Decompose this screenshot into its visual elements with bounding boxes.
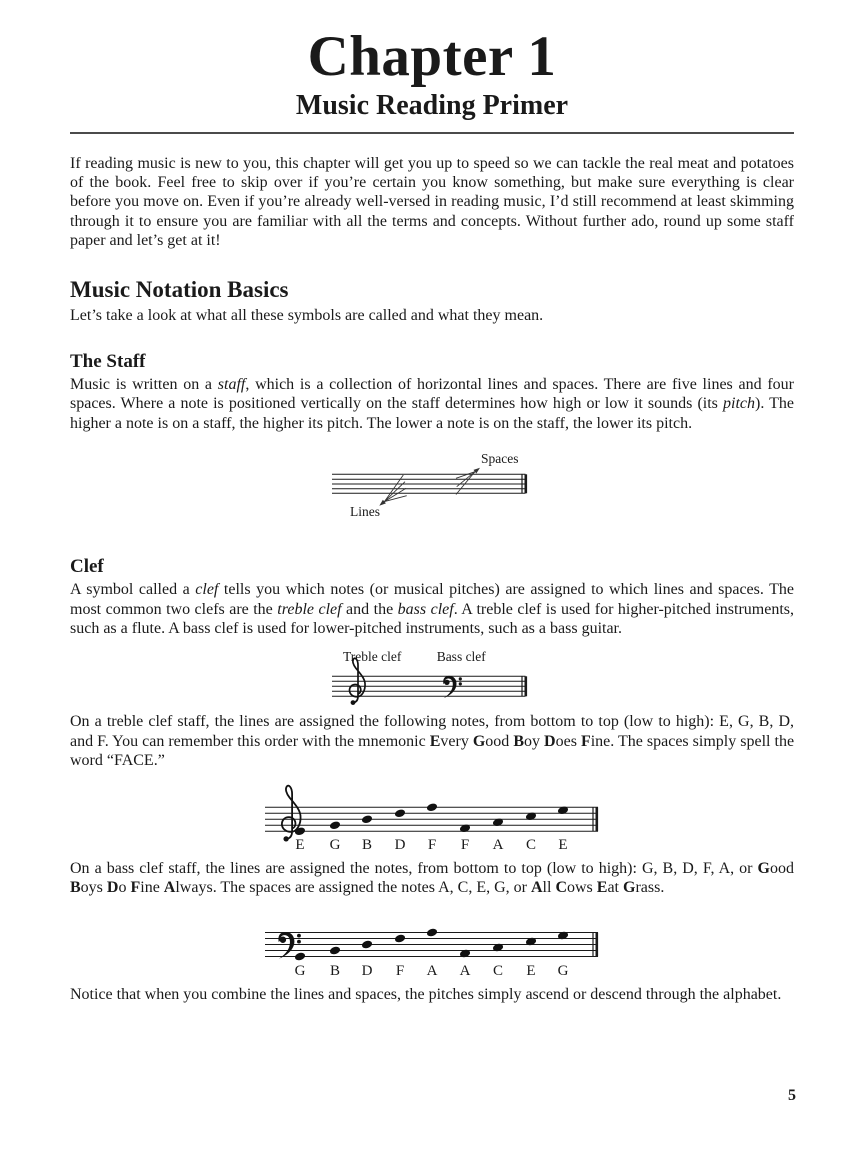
- note-head: [426, 802, 438, 812]
- chapter-subtitle: Music Reading Primer: [295, 89, 569, 121]
- intro-paragraph: If reading music is new to you, this chapter will get you up to speed so we can tackle the real meat and potatoes of the book. Feel free to skip over if you’re certain you know something, but make sure everything is clear before you move on. Even if you’re already well-versed in reading music, I’d still recommend at least skimming through it to ensure you are familiar with all the terms and concepts. Without further ado, round up some staff paper and let’s get at it!: [70, 154, 794, 250]
- closing-paragraph: Notice that when you combine the lines and spaces, the pitches simply ascend or descend through the alphabet.: [70, 986, 782, 1004]
- subsection-heading-clef: Clef: [70, 556, 104, 578]
- note-letter: C: [525, 836, 537, 853]
- staff-lines: [332, 677, 526, 697]
- subsection-heading-the-staff: The Staff: [70, 350, 146, 372]
- note-letter: A: [459, 963, 471, 980]
- note-letter: B: [361, 836, 373, 853]
- note-letter: A: [492, 836, 504, 853]
- note-letter: E: [526, 963, 536, 980]
- lines-label: Lines: [350, 504, 380, 520]
- clef-examples-svg: [282, 646, 582, 712]
- note-letter: B: [329, 963, 341, 980]
- note-head: [294, 826, 306, 836]
- note-letters: [295, 837, 567, 853]
- note-letter: D: [361, 963, 373, 980]
- note-letter: G: [557, 963, 569, 980]
- note-head: [329, 946, 341, 956]
- note-letter: C: [492, 963, 504, 980]
- spaces-arrow: [456, 468, 480, 495]
- notation-basics-lead: Let’s take a look at what all these symbols are called and what they mean.: [70, 306, 544, 324]
- section-heading-notation-basics: Music Notation Basics: [70, 276, 289, 302]
- note-head: [426, 928, 438, 938]
- clef-paragraph: A symbol called a clef tells you which notes (or musical pitches) are assigned to which lines and spaces. The most common two clefs are the treble clef and the bass clef. A treble clef is used for higher-pitched instruments, such as a flute. A bass clef is used for lower-pitched instruments, such as a bass guitar.: [70, 581, 795, 638]
- bass-clef-icon: [443, 676, 462, 698]
- note-letter: E: [558, 836, 568, 853]
- spaces-label: Spaces: [481, 451, 519, 467]
- treble-staff-notes-diagram: [262, 781, 602, 859]
- note-letter: D: [394, 836, 406, 853]
- staff-anatomy-diagram: [282, 445, 582, 530]
- chapter-title: Chapter 1: [307, 25, 557, 88]
- note-letter: E: [295, 836, 305, 853]
- bass-clef-label: Bass clef: [436, 649, 486, 665]
- clef-examples-diagram: [282, 646, 582, 712]
- note-head: [329, 820, 341, 830]
- note-head: [361, 940, 373, 950]
- bass-staff-notes-svg: [262, 907, 602, 985]
- note-head: [361, 814, 373, 824]
- note-letters: [295, 963, 569, 979]
- note-letter: F: [395, 963, 405, 980]
- title-divider: [70, 132, 794, 134]
- note-letter: F: [460, 836, 470, 853]
- note-head: [394, 934, 406, 944]
- note-letter: F: [427, 836, 437, 853]
- treble-clef-label: Treble clef: [343, 649, 402, 665]
- bass-assignment-paragraph: On a bass clef staff, the lines are assigned the notes, from bottom to top (low to high): G, B, D, F, A, or Good Boys Do Fine Always. The spaces are assigned the notes A, C, E, G, or All Cows Eat Grass.: [70, 859, 794, 897]
- treble-assignment-paragraph: On a treble clef staff, the lines are assigned the following notes, from bottom to top (low to high): E, G, B, D, and F. You can remember this order with the mnemonic Every Good Boy Does Fine. The spaces simply spell the word “FACE.”: [70, 713, 795, 770]
- note-head: [394, 808, 406, 818]
- staff-anatomy-svg: [282, 445, 582, 530]
- note-letter: G: [329, 836, 341, 853]
- bass-staff-notes-diagram: [262, 907, 602, 985]
- note-letter: G: [294, 963, 306, 980]
- the-staff-paragraph: Music is written on a staff, which is a collection of horizontal lines and spaces. There are five lines and four spaces. Where a note is positioned vertically on the staff determines how high or low it sounds (its pitch). The higher a note is on a staff, the higher its pitch. The lower a note is on the staff, the lower its pitch.: [70, 375, 795, 432]
- page-number: 5: [788, 1087, 796, 1104]
- note-letter: A: [426, 963, 438, 980]
- treble-staff-notes-svg: [262, 781, 602, 859]
- note-head: [294, 952, 306, 962]
- staff-lines: [332, 475, 526, 494]
